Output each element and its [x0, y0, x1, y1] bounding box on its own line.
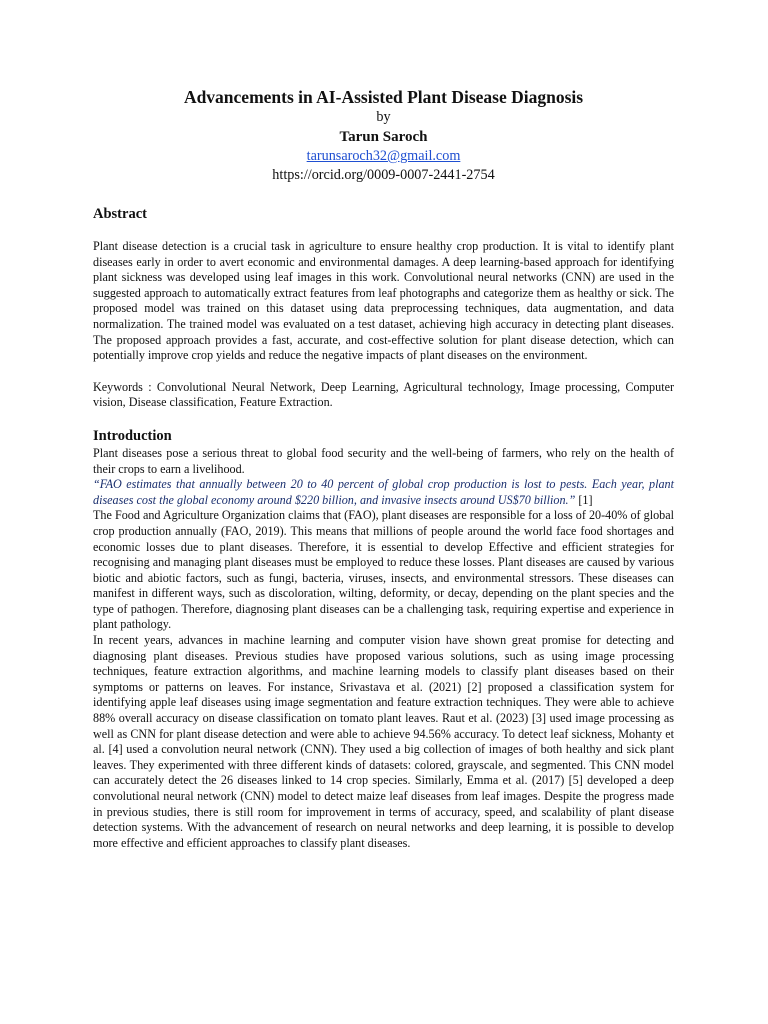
- keywords: Keywords : Convolutional Neural Network, Deep Learning, Agricultural technology, Image processing, Computer vision, Disease classification, Feature Extraction.: [93, 379, 674, 410]
- title-block: [93, 86, 674, 185]
- orcid-link: https://orcid.org/0009-0007-2441-2754: [272, 167, 495, 183]
- intro-paragraph-2: The Food and Agriculture Organization claims that (FAO), plant diseases are responsible for a loss of 20-40% of global crop production annually (FAO, 2019). This means that millions of people around the world face food shortages and economic losses due to plant diseases. Therefore, it is essential to develop Effective and efficient strategies for recognising and managing plant diseases must be employed to reduce these losses. Plant diseases are caused by various biotic and abiotic factors, such as fungi, bacteria, viruses, insects, and environmental stressors. These diseases can manifest in different ways, such as discoloration, wilting, deformity, or decay, depending on the plant species and the type of pathogen. Therefore, diagnosing plant diseases can be a challenging task, requiring expertise and experience in plant pathology.: [93, 508, 674, 632]
- paper-title: Advancements in AI-Assisted Plant Disease Diagnosis: [183, 87, 584, 107]
- intro-paragraph-1: Plant diseases pose a serious threat to global food security and the well-being of farmers, who rely on the health of their crops to earn a livelihood.: [93, 445, 674, 476]
- abstract-text: Plant disease detection is a crucial task in agriculture to ensure healthy crop production. It is vital to identify plant diseases early in order to avert economic and environmental damages. A deep learning-based approach for identifying plant sickness was developed using leaf images in this work. Convolutional neural networks (CNN) are used in the suggested approach to automatically extract features from leaf photographs and categorize them as healthy or sick. The proposed model was trained on this dataset using data preprocessing techniques, data augmentation, and data normalization. The trained model was evaluated on a test dataset, achieving high accuracy in detecting plant diseases. The proposed approach provides a fast, accurate, and cost-effective solution for plant disease detection, which can potentially improve crop yields and reduce the negative impacts of plant diseases on the environment.: [93, 239, 674, 363]
- fao-quote: [93, 477, 674, 508]
- introduction-heading: Introduction: [93, 427, 172, 444]
- by-line: by: [376, 109, 391, 125]
- abstract-heading: Abstract: [93, 206, 147, 222]
- fao-quote-citation: [1]: [575, 492, 593, 507]
- fao-quote-text: “FAO estimates that annually between 20 to 40 percent of global crop production is lost to pests. Each year, plant diseases cost the global economy around $220 billion, and invasive insects around US$70 billion.”: [93, 477, 674, 507]
- author-email-link[interactable]: tarunsaroch32@gmail.com: [306, 148, 461, 164]
- author-name: Tarun Saroch: [339, 129, 428, 145]
- intro-paragraph-3: In recent years, advances in machine learning and computer vision have shown great promise for detecting and diagnosing plant diseases. Previous studies have proposed various solutions, such as using image processing techniques, feature extraction algorithms, and machine learning models to classify plant diseases based on their symptoms or patterns on leaves. For instance, Srivastava et al. (2021) [2] proposed a classification system for identifying apple leaf diseases using image segmentation and feature extraction techniques. They were able to achieve 88% overall accuracy on disease classification on tomato plant leaves. Raut et al. (2023) [3] used image processing as well as CNN for plant disease detection and were able to achieve 94.56% accuracy. To detect leaf sickness, Mohanty et al. [4] used a convolution neural network (CNN). They used a big collection of images of both healthy and sick plant leaves. They experimented with three different kinds of datasets: colored, grayscale, and segmented. This CNN model can accurately detect the 26 diseases linked to 14 crop species. Similarly, Emma et al. (2017) [5] developed a deep convolutional neural network (CNN) model to detect maize leaf diseases from leaf images. Despite the progress made in previous studies, there is still room for improvement in terms of accuracy, speed, and scalability of plant disease detection systems. With the advancement of research on neural networks and deep learning, it is possible to develop more effective and efficient approaches to classify plant diseases.: [93, 633, 674, 850]
